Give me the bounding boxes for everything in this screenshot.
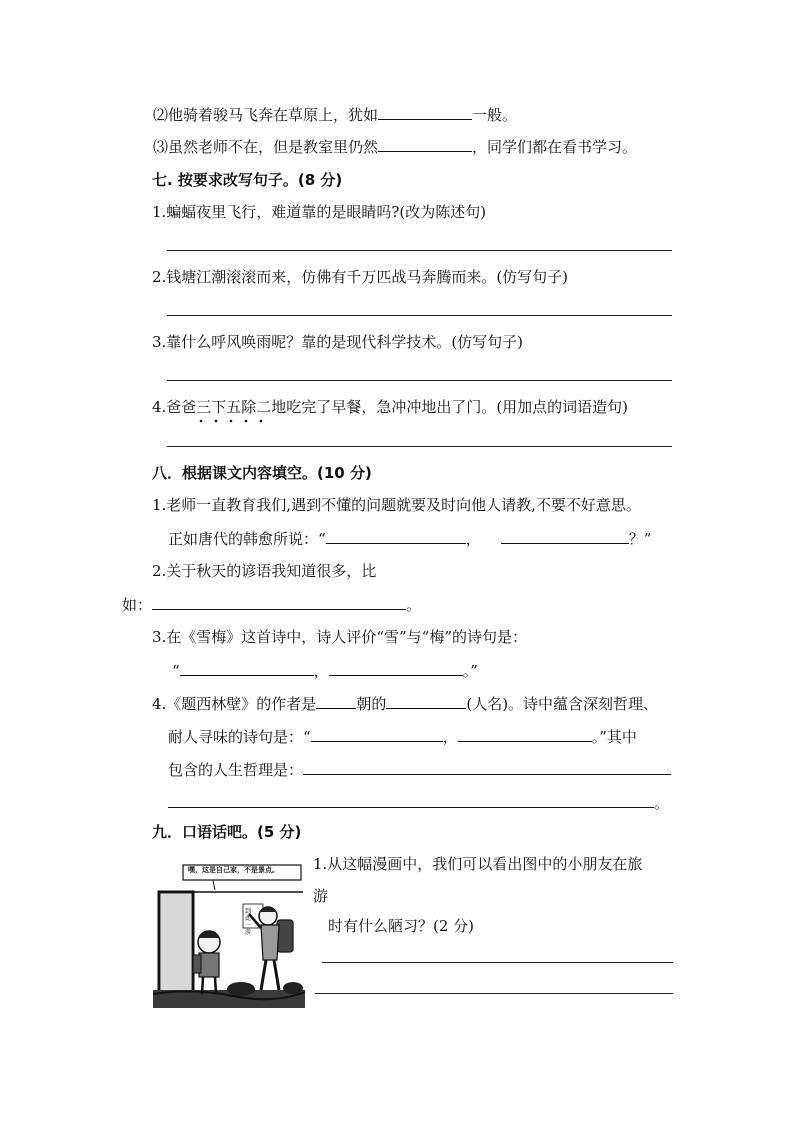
section8-q4-line1 [152,693,658,714]
section8-q2-line1: 2.关于秋天的谚语我知道很多，比 [152,562,377,580]
section9-heading: 九．口语话吧。(5 分) [152,823,302,841]
fill-item-3 [153,136,637,157]
section8-q4-comma: ， [442,728,458,746]
section8-q4-line2-end: 。”其中 [591,728,637,746]
section8-q3-blank-2[interactable] [329,660,463,676]
section8-q3-comma: ， [313,662,329,680]
fill-item-3-blank[interactable] [378,136,472,152]
section8-q1-blank-2[interactable] [501,528,629,544]
cartoon-illustration [153,862,305,1008]
section8-q4-philosophy-blank-2[interactable] [168,792,654,808]
section8-q1-blank-1[interactable] [326,528,466,544]
section8-q2-line2 [122,594,421,615]
section8-q4-line3 [168,759,671,780]
section8-q1-line2 [168,528,651,549]
emphasis-dots [194,418,274,424]
section7-heading: 七. 按要求改写句子。(8 分) [152,171,343,189]
fill-item-2 [153,104,517,125]
section8-q4-blank-2[interactable] [458,726,592,742]
section8-q3-end: 。” [462,662,478,680]
section8-q2-prefix: 如： [122,596,153,614]
section9-q1-line3: 时有什么陋习？(2 分) [328,917,475,935]
section8-q4-line2-prefix: 耐人寻味的诗句是：“ [168,728,311,746]
section8-q4-dynasty-suffix: 朝的 [356,695,387,713]
section8-q2-blank[interactable] [152,594,406,610]
section8-q2-end: 。 [406,596,422,614]
section8-q4-prefix: 4.《题西林壁》的作者是 [152,695,317,713]
fill-item-3-text: ⑶虽然老师不在，但是教室里仍然 [153,138,379,156]
section8-q1-comma: ， [465,530,481,548]
section8-q3-line1: 3.在《雪梅》这首诗中，诗人评价“雪”与“梅”的诗句是： [152,628,527,646]
section9-answer-line-2[interactable] [315,993,673,994]
section8-q3-line2 [172,660,478,681]
section7-answer-line-1[interactable] [167,250,672,251]
fill-item-2-suffix: 一般。 [472,106,518,124]
section8-q3-blank-1[interactable] [180,660,314,676]
fill-item-2-blank[interactable] [378,104,472,120]
section8-q3-open-quote: “ [172,662,180,680]
section8-q1-prefix: 正如唐代的韩愈所说：“ [168,530,326,548]
section8-q4-philosophy-blank[interactable] [303,759,671,775]
cartoon-sign-text: 嘿，这是自己家，不是景点。 [188,866,279,874]
cartoon-wall-text: 到此一游 [245,908,252,936]
fill-item-3-suffix: ，同学们都在看书学习。 [472,138,638,156]
section9-q1-line2: 游 [313,887,329,905]
fill-item-2-text: ⑵他骑着骏马飞奔在草原上，犹如 [153,106,379,124]
section7-answer-line-2[interactable] [167,315,672,316]
section8-heading: 八．根据课文内容填空。(10 分) [152,464,372,482]
section8-q4-author-blank[interactable] [386,693,466,709]
section7-question-2: 2.钱塘江潮滚滚而来，仿佛有千万匹战马奔腾而来。(仿写句子) [152,268,569,286]
section8-q4-blank-1[interactable] [311,726,443,742]
section7-question-1: 1.蝙蝠夜里飞行，难道靠的是眼睛吗?(改为陈述句) [152,203,487,221]
section8-q4-author-suffix: (人名)。诗中蕴含深刻哲理、 [466,695,659,713]
section8-q4-line2 [168,726,637,747]
section8-q4-line3-text: 包含的人生哲理是： [168,761,304,779]
section8-q1-end: ？” [628,530,652,548]
section8-q1-line1: 1.老师一直教育我们,遇到不懂的问题就要及时向他人请教,不要不好意思。 [152,496,641,514]
section7-answer-line-3[interactable] [167,380,672,381]
section7-question-4-text: 4.爸爸三下五除二地吃完了早餐，急冲冲地出了门。(用加点的词语造句) [152,398,629,416]
section7-question-3: 3.靠什么呼风唤雨呢？靠的是现代科学技术。(仿写句子) [152,333,524,351]
section7-question-4 [152,397,628,417]
section9-q1-line1: 1.从这幅漫画中，我们可以看出图中的小朋友在旅 [313,855,643,873]
section7-answer-line-4[interactable] [167,446,672,447]
section8-q4-line4-end: 。 [654,794,670,812]
section9-answer-line-1[interactable] [322,962,673,963]
section8-q4-dynasty-blank[interactable] [316,693,356,709]
section8-q4-line4 [168,792,669,813]
